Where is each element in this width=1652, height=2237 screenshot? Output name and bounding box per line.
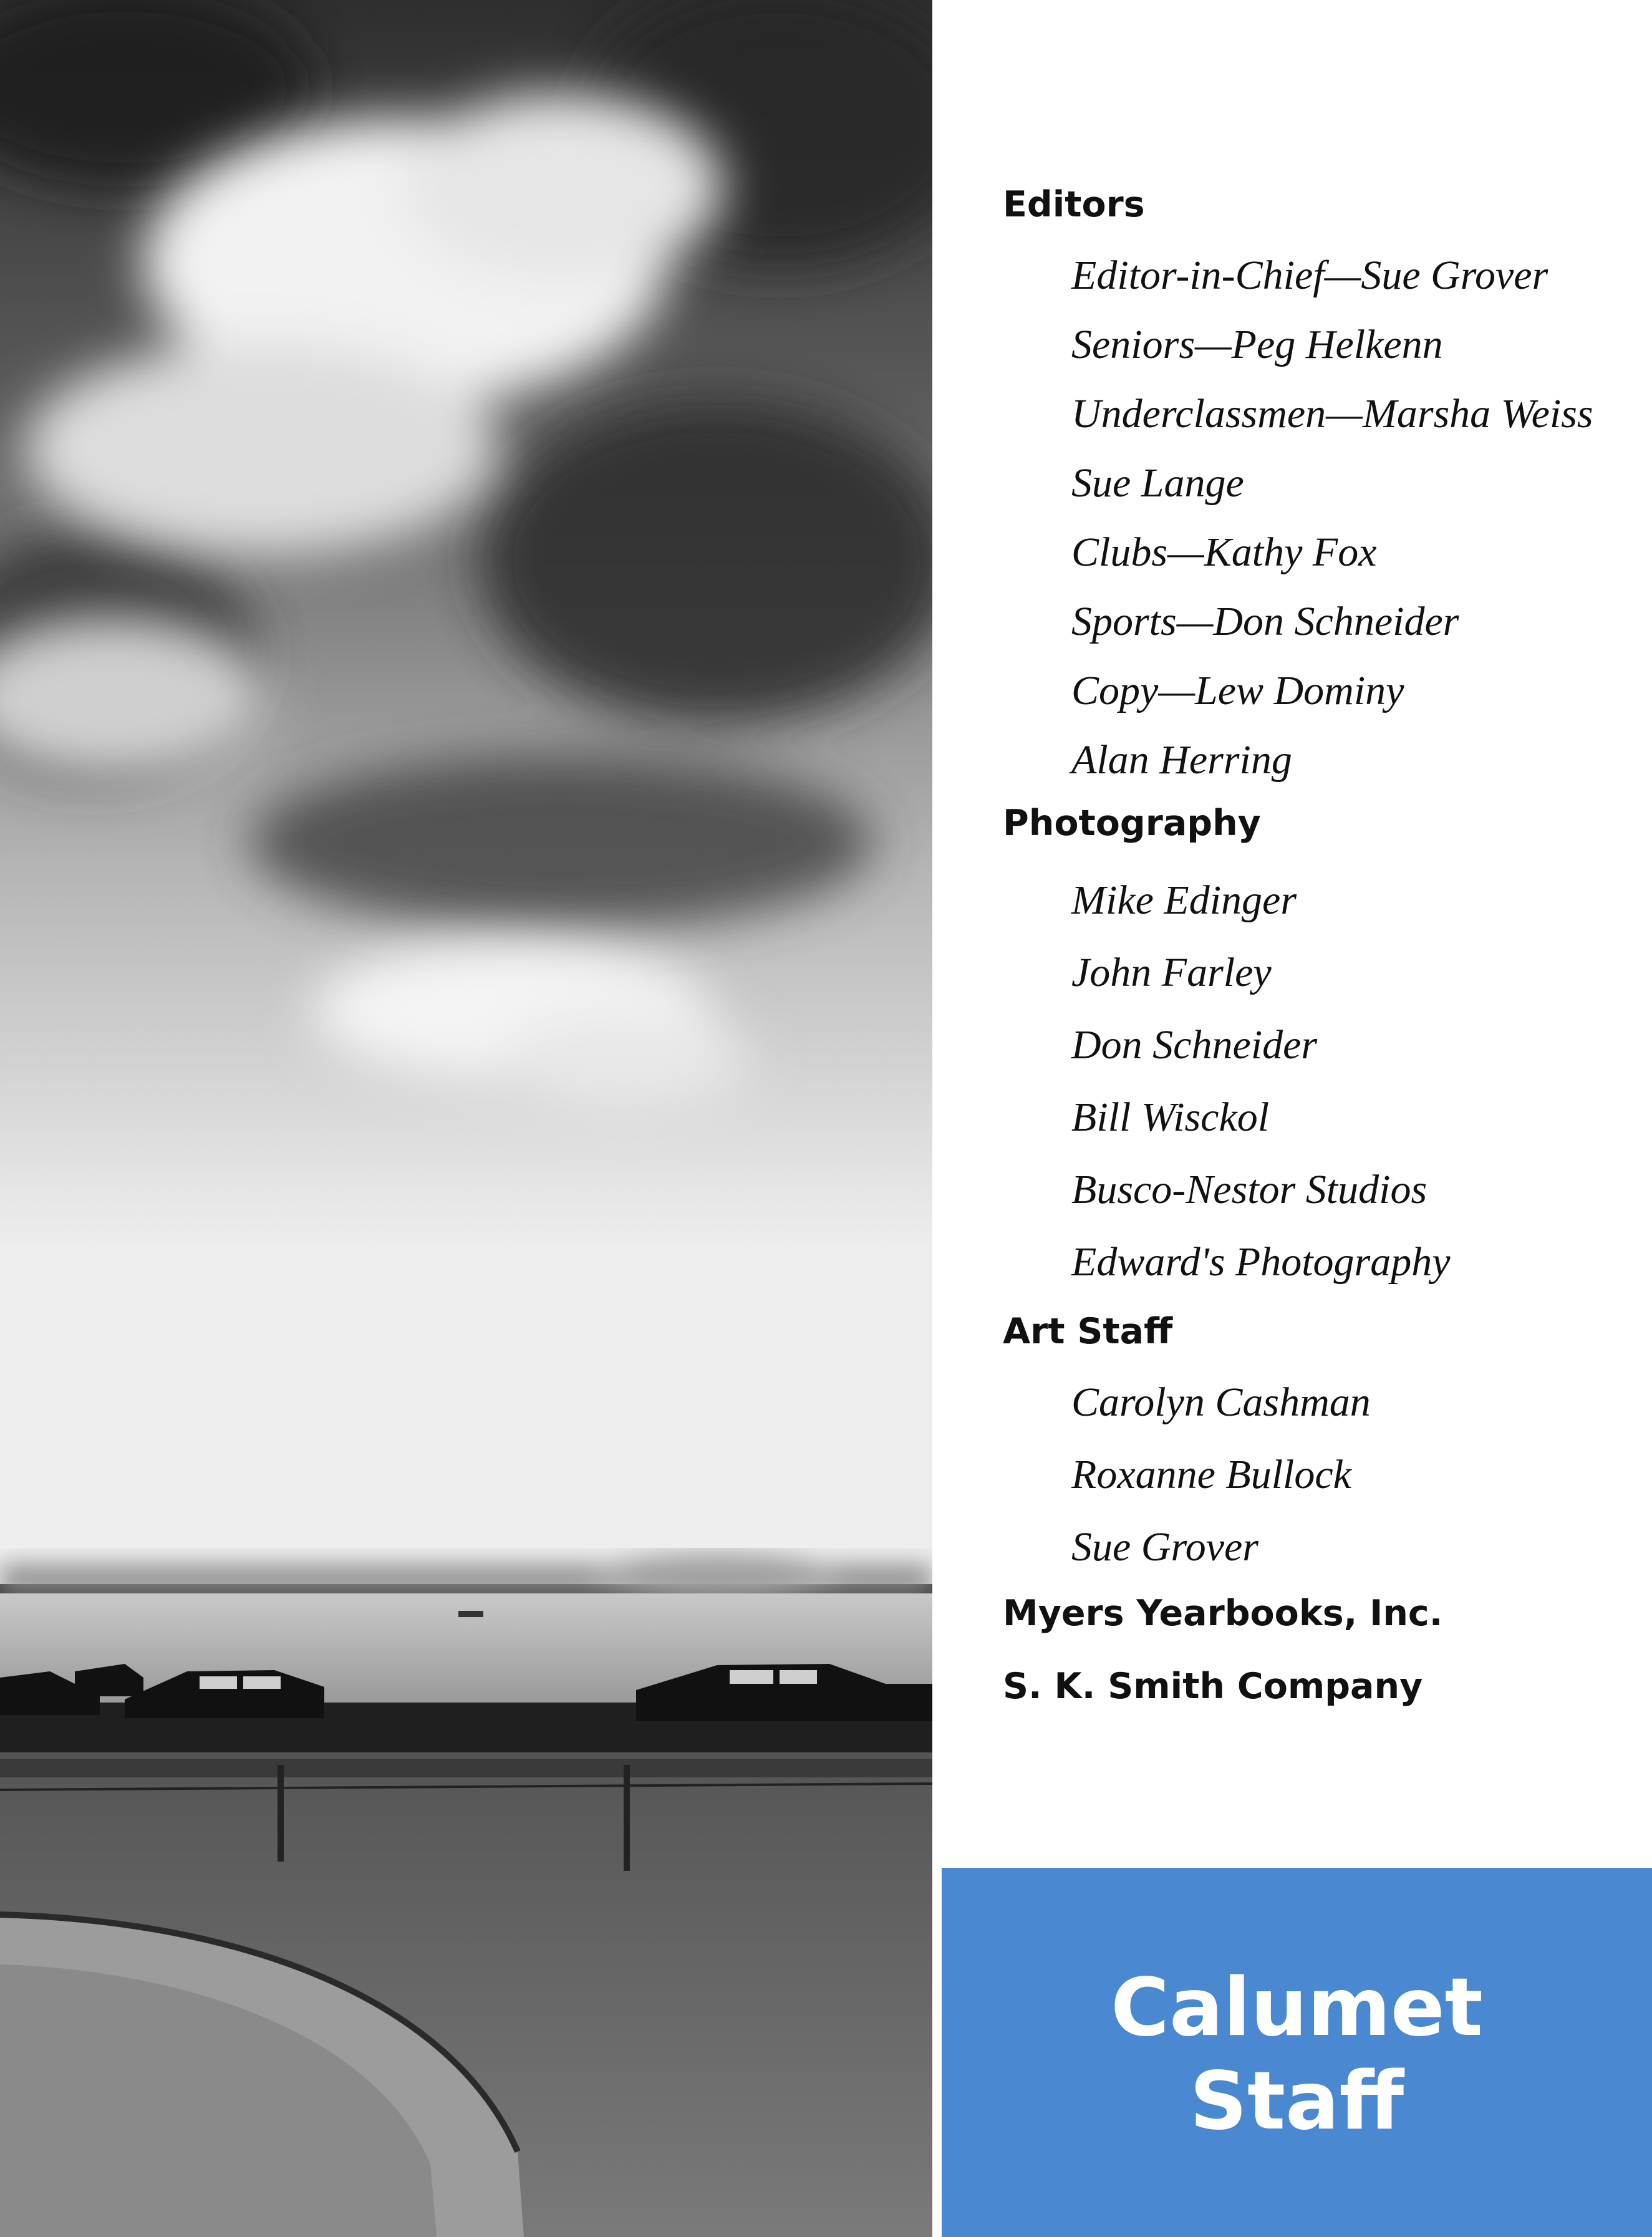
list-item: Sports—Don Schneider — [1071, 599, 1459, 644]
section-heading-art-staff: Art Staff — [1003, 1311, 1173, 1352]
list-item: Don Schneider — [1071, 1022, 1318, 1068]
list-item: Editor-in-Chief—Sue Grover — [1071, 253, 1548, 298]
list-item: Bill Wisckol — [1071, 1094, 1270, 1140]
title-block — [942, 1868, 1652, 2237]
list-item: Copy—Lew Dominy — [1071, 668, 1404, 713]
section-heading-photography: Photography — [1003, 803, 1261, 844]
editors-list — [1003, 255, 1639, 809]
section-heading-editors: Editors — [1003, 184, 1145, 225]
page-title — [942, 1961, 1652, 2148]
list-item: Mike Edinger — [1071, 877, 1297, 923]
list-item: Edward's Photography — [1071, 1239, 1451, 1285]
list-item: Busco-Nestor Studios — [1071, 1167, 1427, 1212]
list-item: Carolyn Cashman — [1071, 1379, 1371, 1425]
title-line-1: Calumet — [1111, 1961, 1483, 2054]
printer-myers-yearbooks: Myers Yearbooks, Inc. — [1003, 1593, 1443, 1634]
photography-list — [1003, 877, 1639, 1314]
list-item: Sue Grover — [1071, 1524, 1258, 1570]
list-item: Sue Lange — [1071, 460, 1244, 506]
art-staff-list — [1003, 1379, 1639, 1599]
title-line-2: Staff — [1189, 2055, 1404, 2148]
list-item: John Farley — [1071, 950, 1272, 995]
staff-credits — [1003, 168, 1639, 1707]
list-item: Clubs—Kathy Fox — [1071, 529, 1377, 575]
list-item: Seniors—Peg Helkenn — [1071, 322, 1443, 367]
list-item: Underclassmen—Marsha Weiss — [1071, 391, 1593, 437]
list-item: Alan Herring — [1071, 737, 1292, 783]
printer-sk-smith: S. K. Smith Company — [1003, 1666, 1423, 1707]
list-item: Roxanne Bullock — [1071, 1452, 1351, 1497]
